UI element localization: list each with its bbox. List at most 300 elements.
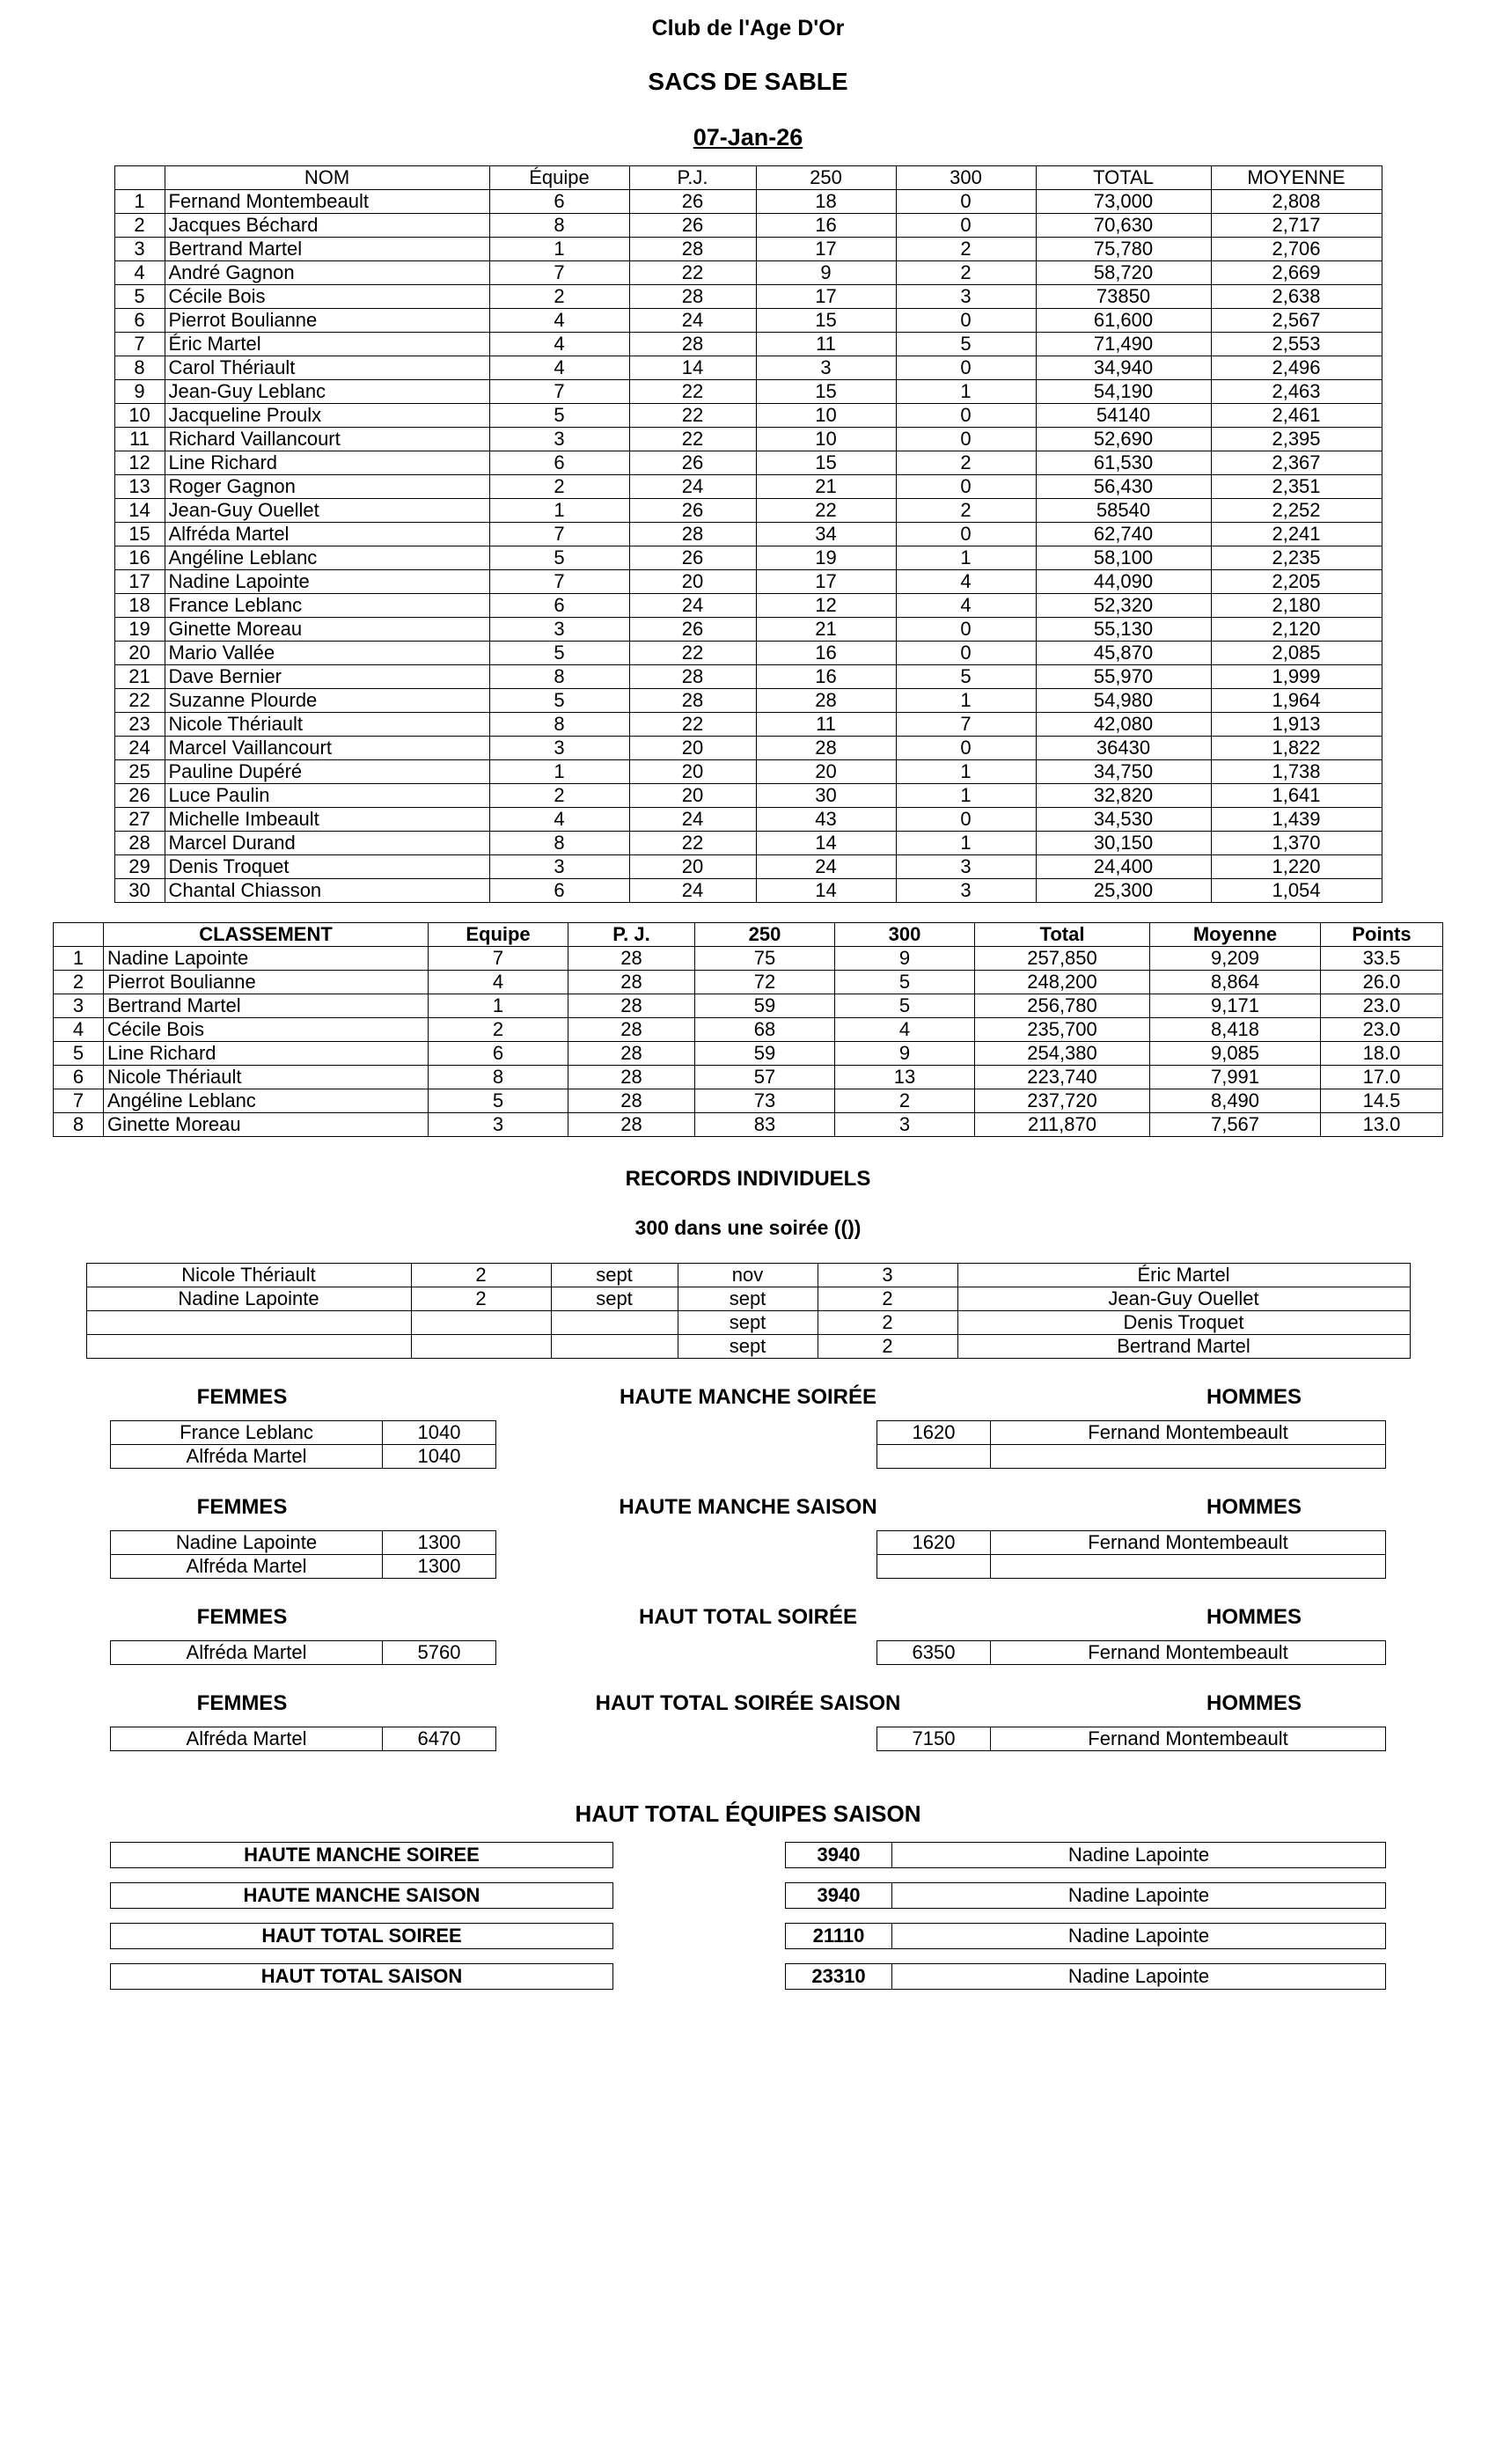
table-row bbox=[114, 879, 1382, 903]
equipes-title: HAUT TOTAL ÉQUIPES SAISON bbox=[575, 1800, 921, 1827]
cell-name: Line Richard bbox=[104, 1042, 429, 1066]
table-row bbox=[114, 784, 1382, 808]
equipe-value: 23310 bbox=[785, 1963, 892, 1990]
cell-250: 17 bbox=[756, 285, 896, 309]
cell-rank: 19 bbox=[114, 618, 165, 642]
cell-300: 5 bbox=[835, 994, 975, 1018]
cell-total: 54,190 bbox=[1036, 380, 1211, 404]
table-row bbox=[114, 570, 1382, 594]
cell-value: 5760 bbox=[383, 1641, 496, 1665]
hommes-label: HOMMES bbox=[1206, 1385, 1302, 1409]
cell-total: 52,320 bbox=[1036, 594, 1211, 618]
cell-equipe: 3 bbox=[489, 618, 629, 642]
section-tables bbox=[110, 1420, 1386, 1469]
cell-name: Ginette Moreau bbox=[104, 1113, 429, 1137]
cell-name: Angéline Leblanc bbox=[165, 546, 489, 570]
cell-300: 2 bbox=[896, 261, 1036, 285]
cell-pj: 26 bbox=[629, 214, 756, 238]
table-row bbox=[114, 523, 1382, 546]
cell-total: 248,200 bbox=[975, 971, 1150, 994]
table-row bbox=[54, 1089, 1443, 1113]
hommes-table bbox=[876, 1530, 1386, 1579]
table-row bbox=[111, 1727, 496, 1751]
cell-pj: 28 bbox=[568, 1113, 695, 1137]
cell-250: 30 bbox=[756, 784, 896, 808]
table-row bbox=[114, 855, 1382, 879]
cell-rank: 30 bbox=[114, 879, 165, 903]
cell-name: Jacqueline Proulx bbox=[165, 404, 489, 428]
cell-total: 254,380 bbox=[975, 1042, 1150, 1066]
cell-300: 3 bbox=[896, 855, 1036, 879]
cell-moyenne: 9,171 bbox=[1150, 994, 1321, 1018]
table-row bbox=[54, 971, 1443, 994]
column-header: Points bbox=[1321, 923, 1443, 947]
cell-pj: 26 bbox=[629, 190, 756, 214]
cell-name: Mario Vallée bbox=[165, 642, 489, 665]
record-row bbox=[86, 1311, 1410, 1335]
cell-rank: 18 bbox=[114, 594, 165, 618]
cell-250: 16 bbox=[756, 665, 896, 689]
table-row bbox=[114, 356, 1382, 380]
cell-rank: 1 bbox=[114, 190, 165, 214]
cell-300: 0 bbox=[896, 404, 1036, 428]
cell-pj: 24 bbox=[629, 879, 756, 903]
cell-name: Nadine Lapointe bbox=[104, 947, 429, 971]
cell-rank: 9 bbox=[114, 380, 165, 404]
cell-homme-month: sept bbox=[678, 1311, 818, 1335]
equipe-value-group bbox=[785, 1923, 1386, 1949]
cell-rank: 17 bbox=[114, 570, 165, 594]
cell-name: Fernand Montembeault bbox=[991, 1641, 1386, 1665]
cell-points: 26.0 bbox=[1321, 971, 1443, 994]
table-row bbox=[54, 1042, 1443, 1066]
cell-total: 62,740 bbox=[1036, 523, 1211, 546]
equipe-value-group bbox=[785, 1882, 1386, 1909]
cell-moyenne: 2,461 bbox=[1211, 404, 1382, 428]
cell-name: Richard Vaillancourt bbox=[165, 428, 489, 451]
table-row bbox=[114, 428, 1382, 451]
cell-total: 237,720 bbox=[975, 1089, 1150, 1113]
cell-total: 58540 bbox=[1036, 499, 1211, 523]
cell-300: 5 bbox=[896, 333, 1036, 356]
cell-equipe: 4 bbox=[489, 333, 629, 356]
cell-moyenne: 8,864 bbox=[1150, 971, 1321, 994]
cell-total: 44,090 bbox=[1036, 570, 1211, 594]
hommes-label: HOMMES bbox=[1206, 1605, 1302, 1629]
cell-rank: 6 bbox=[54, 1066, 104, 1089]
cell-moyenne: 1,964 bbox=[1211, 689, 1382, 713]
cell-homme-name: Éric Martel bbox=[957, 1264, 1410, 1287]
cell-equipe: 3 bbox=[489, 428, 629, 451]
cell-name: Fernand Montembeault bbox=[991, 1727, 1386, 1751]
section-tables bbox=[110, 1530, 1386, 1579]
cell-name: Line Richard bbox=[165, 451, 489, 475]
cell-equipe: 1 bbox=[489, 238, 629, 261]
cell-rank: 10 bbox=[114, 404, 165, 428]
cell-name: Carol Thériault bbox=[165, 356, 489, 380]
cell-moyenne: 2,463 bbox=[1211, 380, 1382, 404]
cell-moyenne: 7,567 bbox=[1150, 1113, 1321, 1137]
cell-name: Jacques Béchard bbox=[165, 214, 489, 238]
equipe-label: HAUTE MANCHE SAISON bbox=[110, 1882, 613, 1909]
cell-250: 19 bbox=[756, 546, 896, 570]
cell-250: 73 bbox=[695, 1089, 835, 1113]
equipe-label: HAUT TOTAL SAISON bbox=[110, 1963, 613, 1990]
cell-name: Marcel Vaillancourt bbox=[165, 737, 489, 760]
table-row bbox=[877, 1555, 1386, 1579]
cell-300: 0 bbox=[896, 214, 1036, 238]
cell-300: 2 bbox=[896, 451, 1036, 475]
cell-name: Pierrot Boulianne bbox=[165, 309, 489, 333]
cell-300: 1 bbox=[896, 784, 1036, 808]
cell-value: 1300 bbox=[383, 1555, 496, 1579]
cell-300: 2 bbox=[835, 1089, 975, 1113]
cell-250: 34 bbox=[756, 523, 896, 546]
column-header: 300 bbox=[896, 166, 1036, 190]
cell-total: 42,080 bbox=[1036, 713, 1211, 737]
cell-pj: 22 bbox=[629, 380, 756, 404]
table-row bbox=[114, 760, 1382, 784]
records-table bbox=[86, 1263, 1411, 1359]
cell-250: 18 bbox=[756, 190, 896, 214]
section-title: HAUTE MANCHE SOIRÉE bbox=[619, 1385, 877, 1409]
cell-homme-month: sept bbox=[678, 1287, 818, 1311]
cell-300: 13 bbox=[835, 1066, 975, 1089]
cell-name: Cécile Bois bbox=[165, 285, 489, 309]
equipe-value: 3940 bbox=[785, 1842, 892, 1868]
section-tables bbox=[110, 1640, 1386, 1665]
cell-femme-month: sept bbox=[551, 1264, 678, 1287]
cell-name: Nicole Thériault bbox=[165, 713, 489, 737]
cell-name: Éric Martel bbox=[165, 333, 489, 356]
cell-pj: 24 bbox=[629, 309, 756, 333]
cell-total: 36430 bbox=[1036, 737, 1211, 760]
equipes-rows bbox=[0, 1842, 1496, 1990]
cell-pj: 28 bbox=[568, 1066, 695, 1089]
cell-femme-name bbox=[86, 1311, 411, 1335]
cell-equipe: 4 bbox=[489, 356, 629, 380]
cell-300: 3 bbox=[835, 1113, 975, 1137]
cell-250: 10 bbox=[756, 404, 896, 428]
cell-250: 43 bbox=[756, 808, 896, 832]
table-row bbox=[114, 309, 1382, 333]
cell-name: France Leblanc bbox=[165, 594, 489, 618]
cell-rank: 12 bbox=[114, 451, 165, 475]
cell-name: Ginette Moreau bbox=[165, 618, 489, 642]
cell-moyenne: 1,913 bbox=[1211, 713, 1382, 737]
equipe-label: HAUTE MANCHE SOIREE bbox=[110, 1842, 613, 1868]
cell-total: 70,630 bbox=[1036, 214, 1211, 238]
cell-pj: 28 bbox=[568, 947, 695, 971]
sport-title: SACS DE SABLE bbox=[648, 68, 848, 95]
cell-moyenne: 2,235 bbox=[1211, 546, 1382, 570]
cell-300: 1 bbox=[896, 380, 1036, 404]
record-row bbox=[86, 1287, 1410, 1311]
cell-total: 58,720 bbox=[1036, 261, 1211, 285]
cell-homme-name: Jean-Guy Ouellet bbox=[957, 1287, 1410, 1311]
column-header: Equipe bbox=[429, 923, 568, 947]
cell-equipe: 1 bbox=[489, 760, 629, 784]
cell-points: 18.0 bbox=[1321, 1042, 1443, 1066]
table-row bbox=[877, 1445, 1386, 1469]
cell-250: 57 bbox=[695, 1066, 835, 1089]
column-header: Moyenne bbox=[1150, 923, 1321, 947]
cell-total: 30,150 bbox=[1036, 832, 1211, 855]
cell-rank: 25 bbox=[114, 760, 165, 784]
cell-300: 0 bbox=[896, 190, 1036, 214]
cell-name: Alfréda Martel bbox=[111, 1727, 383, 1751]
cell-pj: 20 bbox=[629, 784, 756, 808]
cell-total: 56,430 bbox=[1036, 475, 1211, 499]
table-row bbox=[114, 333, 1382, 356]
cell-homme-count: 2 bbox=[818, 1335, 957, 1359]
cell-name: Jean-Guy Ouellet bbox=[165, 499, 489, 523]
cell-value: 1620 bbox=[877, 1531, 991, 1555]
cell-300: 3 bbox=[896, 879, 1036, 903]
cell-rank: 6 bbox=[114, 309, 165, 333]
cell-pj: 20 bbox=[629, 570, 756, 594]
cell-250: 68 bbox=[695, 1018, 835, 1042]
cell-250: 28 bbox=[756, 689, 896, 713]
cell-300: 4 bbox=[835, 1018, 975, 1042]
cell-250: 28 bbox=[756, 737, 896, 760]
cell-pj: 24 bbox=[629, 594, 756, 618]
cell-moyenne: 1,370 bbox=[1211, 832, 1382, 855]
cell-equipe: 4 bbox=[429, 971, 568, 994]
cell-equipe: 5 bbox=[489, 689, 629, 713]
cell-total: 24,400 bbox=[1036, 855, 1211, 879]
cell-moyenne: 8,490 bbox=[1150, 1089, 1321, 1113]
cell-total: 235,700 bbox=[975, 1018, 1150, 1042]
column-header: NOM bbox=[165, 166, 489, 190]
cell-rank: 4 bbox=[54, 1018, 104, 1042]
column-header bbox=[54, 923, 104, 947]
equipe-row bbox=[110, 1882, 1386, 1909]
cell-points: 17.0 bbox=[1321, 1066, 1443, 1089]
cell-homme-count: 2 bbox=[818, 1311, 957, 1335]
cell-300: 5 bbox=[835, 971, 975, 994]
cell-femme-month: sept bbox=[551, 1287, 678, 1311]
column-header bbox=[114, 166, 165, 190]
cell-pj: 22 bbox=[629, 642, 756, 665]
hommes-table bbox=[876, 1640, 1386, 1665]
cell-name: Fernand Montembeault bbox=[991, 1421, 1386, 1445]
cell-value: 6350 bbox=[877, 1641, 991, 1665]
cell-moyenne: 2,180 bbox=[1211, 594, 1382, 618]
cell-pj: 28 bbox=[568, 1089, 695, 1113]
cell-moyenne: 2,085 bbox=[1211, 642, 1382, 665]
cell-equipe: 2 bbox=[489, 475, 629, 499]
cell-rank: 28 bbox=[114, 832, 165, 855]
cell-total: 61,600 bbox=[1036, 309, 1211, 333]
cell-rank: 1 bbox=[54, 947, 104, 971]
section-header bbox=[110, 1605, 1386, 1630]
cell-name: Bertrand Martel bbox=[165, 238, 489, 261]
cell-name: Suzanne Plourde bbox=[165, 689, 489, 713]
cell-name: Nadine Lapointe bbox=[111, 1531, 383, 1555]
table-row bbox=[114, 642, 1382, 665]
cell-equipe: 2 bbox=[429, 1018, 568, 1042]
cell-300: 0 bbox=[896, 737, 1036, 760]
cell-300: 1 bbox=[896, 546, 1036, 570]
cell-name: Angéline Leblanc bbox=[104, 1089, 429, 1113]
cell-femme-name: Nicole Thériault bbox=[86, 1264, 411, 1287]
cell-moyenne: 7,991 bbox=[1150, 1066, 1321, 1089]
cell-total: 71,490 bbox=[1036, 333, 1211, 356]
cell-moyenne: 1,822 bbox=[1211, 737, 1382, 760]
cell-300: 1 bbox=[896, 760, 1036, 784]
cell-250: 15 bbox=[756, 380, 896, 404]
table-row bbox=[114, 380, 1382, 404]
cell-equipe: 8 bbox=[489, 832, 629, 855]
cell-rank: 2 bbox=[54, 971, 104, 994]
table-row bbox=[111, 1421, 496, 1445]
table-row bbox=[114, 261, 1382, 285]
cell-250: 12 bbox=[756, 594, 896, 618]
femmes-table bbox=[110, 1420, 496, 1469]
cell-total: 25,300 bbox=[1036, 879, 1211, 903]
table-row bbox=[114, 451, 1382, 475]
cell-name: Alfréda Martel bbox=[111, 1555, 383, 1579]
table-row bbox=[54, 994, 1443, 1018]
cell-rank: 5 bbox=[114, 285, 165, 309]
cell-total: 223,740 bbox=[975, 1066, 1150, 1089]
cell-moyenne: 9,085 bbox=[1150, 1042, 1321, 1066]
equipe-name: Nadine Lapointe bbox=[892, 1923, 1386, 1949]
cell-total: 34,940 bbox=[1036, 356, 1211, 380]
cell-homme-count: 2 bbox=[818, 1287, 957, 1311]
cell-moyenne: 9,209 bbox=[1150, 947, 1321, 971]
cell-equipe: 2 bbox=[489, 784, 629, 808]
cell-total: 55,970 bbox=[1036, 665, 1211, 689]
cell-250: 14 bbox=[756, 879, 896, 903]
cell-total: 256,780 bbox=[975, 994, 1150, 1018]
cell-rank: 24 bbox=[114, 737, 165, 760]
record-row bbox=[86, 1335, 1410, 1359]
section-title: HAUT TOTAL SOIRÉE SAISON bbox=[595, 1691, 901, 1715]
table-row bbox=[114, 546, 1382, 570]
equipe-row bbox=[110, 1963, 1386, 1990]
cell-pj: 22 bbox=[629, 428, 756, 451]
column-header: 250 bbox=[695, 923, 835, 947]
cell-pj: 14 bbox=[629, 356, 756, 380]
cell-equipe: 7 bbox=[429, 947, 568, 971]
cell-300: 0 bbox=[896, 523, 1036, 546]
cell-250: 16 bbox=[756, 214, 896, 238]
cell-name: Nicole Thériault bbox=[104, 1066, 429, 1089]
femmes-label: FEMMES bbox=[196, 1385, 288, 1409]
cell-moyenne: 2,252 bbox=[1211, 499, 1382, 523]
cell-rank: 8 bbox=[54, 1113, 104, 1137]
cell-pj: 24 bbox=[629, 475, 756, 499]
cell-equipe: 2 bbox=[489, 285, 629, 309]
cell-rank: 15 bbox=[114, 523, 165, 546]
cell-moyenne: 8,418 bbox=[1150, 1018, 1321, 1042]
cell-rank: 23 bbox=[114, 713, 165, 737]
femmes-table bbox=[110, 1640, 496, 1665]
cell-rank: 16 bbox=[114, 546, 165, 570]
equipe-name: Nadine Lapointe bbox=[892, 1842, 1386, 1868]
cell-rank: 14 bbox=[114, 499, 165, 523]
cell-femme-month bbox=[551, 1311, 678, 1335]
table-row bbox=[114, 285, 1382, 309]
table-row bbox=[877, 1727, 1386, 1751]
table-row bbox=[114, 594, 1382, 618]
cell-300: 0 bbox=[896, 428, 1036, 451]
section-title: HAUT TOTAL SOIRÉE bbox=[638, 1605, 857, 1629]
column-header: 250 bbox=[756, 166, 896, 190]
column-header: TOTAL bbox=[1036, 166, 1211, 190]
cell-femme-count bbox=[411, 1335, 551, 1359]
cell-250: 11 bbox=[756, 713, 896, 737]
cell-250: 3 bbox=[756, 356, 896, 380]
cell-equipe: 4 bbox=[489, 808, 629, 832]
records-subtitle: 300 dans une soirée (()) bbox=[634, 1216, 862, 1239]
cell-300: 5 bbox=[896, 665, 1036, 689]
column-header: P. J. bbox=[568, 923, 695, 947]
cell-pj: 26 bbox=[629, 499, 756, 523]
cell-name: Cécile Bois bbox=[104, 1018, 429, 1042]
cell-total: 257,850 bbox=[975, 947, 1150, 971]
cell-300: 1 bbox=[896, 689, 1036, 713]
cell-moyenne: 1,738 bbox=[1211, 760, 1382, 784]
cell-250: 14 bbox=[756, 832, 896, 855]
cell-250: 15 bbox=[756, 309, 896, 333]
club-title: Club de l'Age D'Or bbox=[651, 16, 845, 40]
table-row bbox=[111, 1445, 496, 1469]
cell-points: 13.0 bbox=[1321, 1113, 1443, 1137]
table-row bbox=[114, 214, 1382, 238]
cell-total: 45,870 bbox=[1036, 642, 1211, 665]
cell-300: 0 bbox=[896, 618, 1036, 642]
table-row bbox=[114, 404, 1382, 428]
cell-femme-month bbox=[551, 1335, 678, 1359]
cell-250: 17 bbox=[756, 570, 896, 594]
cell-moyenne: 2,120 bbox=[1211, 618, 1382, 642]
cell-value bbox=[877, 1555, 991, 1579]
cell-name: Alfréda Martel bbox=[165, 523, 489, 546]
cell-points: 23.0 bbox=[1321, 994, 1443, 1018]
table-row bbox=[114, 713, 1382, 737]
cell-moyenne: 2,553 bbox=[1211, 333, 1382, 356]
cell-value: 1040 bbox=[383, 1421, 496, 1445]
cell-name: Nadine Lapointe bbox=[165, 570, 489, 594]
cell-equipe: 3 bbox=[489, 855, 629, 879]
cell-homme-name: Denis Troquet bbox=[957, 1311, 1410, 1335]
cell-250: 21 bbox=[756, 618, 896, 642]
equipe-value-group bbox=[785, 1842, 1386, 1868]
cell-pj: 28 bbox=[568, 1018, 695, 1042]
table-row bbox=[111, 1555, 496, 1579]
cell-pj: 28 bbox=[629, 285, 756, 309]
cell-250: 15 bbox=[756, 451, 896, 475]
cell-name: Pauline Dupéré bbox=[165, 760, 489, 784]
cell-moyenne: 2,395 bbox=[1211, 428, 1382, 451]
cell-pj: 28 bbox=[629, 523, 756, 546]
cell-total: 73850 bbox=[1036, 285, 1211, 309]
cell-name: Roger Gagnon bbox=[165, 475, 489, 499]
table-row bbox=[54, 1113, 1443, 1137]
table-header-row bbox=[54, 923, 1443, 947]
cell-value: 7150 bbox=[877, 1727, 991, 1751]
cell-name: Jean-Guy Leblanc bbox=[165, 380, 489, 404]
cell-equipe: 6 bbox=[489, 190, 629, 214]
equipe-name: Nadine Lapointe bbox=[892, 1882, 1386, 1909]
date-title: 07-Jan-26 bbox=[693, 124, 803, 150]
cell-250: 72 bbox=[695, 971, 835, 994]
cell-name bbox=[991, 1445, 1386, 1469]
femmes-label: FEMMES bbox=[196, 1605, 288, 1629]
